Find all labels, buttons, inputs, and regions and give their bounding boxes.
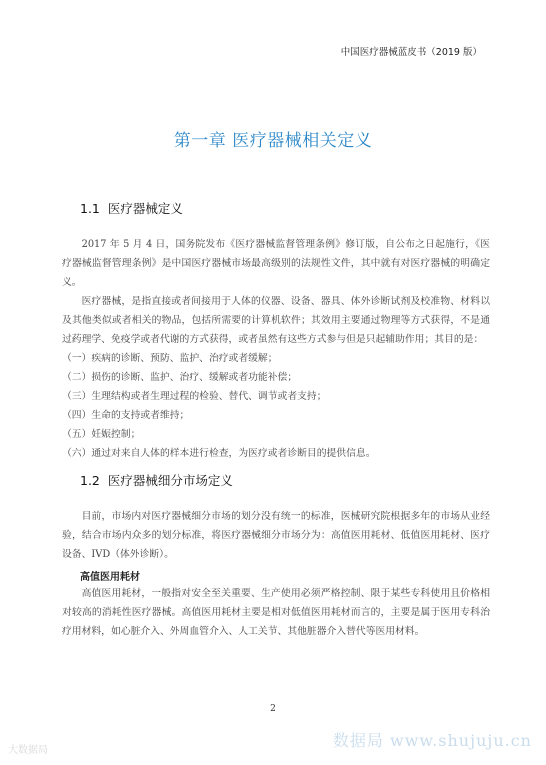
paragraph-regulation: 2017 年 5 月 4 日，国务院发布《医疗器械监督管理条例》修订版，自公布之日起施行，《医疗器械监督管理条例》是中国医疗器械市场最高级别的法规性文件，其中就有对医疗器械的明确定义。 bbox=[62, 239, 490, 288]
paragraph-market-segments: 目前，市场内对医疗器械细分市场的划分没有统一的标准，医械研究院根据多年的市场从业经验，结合市场内众多的划分标准，将医疗器械细分市场分为：高值医用耗材、低值医用耗材、医疗设备、IVD（体外诊断）。 bbox=[62, 511, 490, 560]
paragraph-high-value-consumables: 高值医用耗材，一般指对安全至关重要、生产使用必须严格控制、限于某些专科使用且价格相对较高的消耗性医疗器械。高值医用耗材主要是相对低值医用耗材而言的，主要是属于医用专科治疗用材料，如心脏介入、外周血管介入、人工关节、其他脏器介入替代等医用材料。 bbox=[62, 588, 490, 637]
subsection-heading: 高值医用耗材 bbox=[80, 572, 140, 583]
section-heading-1-1 bbox=[80, 199, 183, 217]
list-item: （五）妊娠控制； bbox=[62, 429, 141, 440]
paragraph-definition: 医疗器械，是指直接或者间接用于人体的仪器、设备、器具、体外诊断试剂及校准物、材料以及其他类似或者相关的物品，包括所需要的计算机软件；其效用主要通过物理等方式获得，不是通过药理学、免疫学或者代谢的方式获得，或者虽然有这些方式参与但是只起辅助作用；其目的是： bbox=[62, 296, 490, 345]
watermark-right: 数据局 www.shujuju.cn bbox=[332, 731, 532, 750]
list-item: （三）生理结构或者生理过程的检验、替代、调节或者支持； bbox=[62, 391, 327, 402]
section-title: 医疗器械细分市场定义 bbox=[107, 473, 233, 488]
section-heading-1-2 bbox=[80, 471, 233, 489]
section-number: 1.1 bbox=[80, 201, 100, 216]
purpose-list bbox=[62, 349, 490, 463]
chapter-title: 第一章 医疗器械相关定义 bbox=[173, 131, 373, 151]
section-number: 1.2 bbox=[80, 473, 100, 488]
running-header: 中国医疗器械蓝皮书（2019 版） bbox=[340, 47, 482, 58]
watermark-left: 大数据局 bbox=[8, 745, 48, 756]
list-item: （六）通过对来自人体的样本进行检查，为医疗或者诊断目的提供信息。 bbox=[62, 448, 376, 459]
list-item: （一）疾病的诊断、预防、监护、治疗或者缓解； bbox=[62, 353, 278, 364]
list-item: （二）损伤的诊断、监护、治疗、缓解或者功能补偿； bbox=[62, 372, 298, 383]
page-number: 2 bbox=[270, 704, 276, 714]
list-item: （四）生命的支持或者维持； bbox=[62, 410, 190, 421]
section-title: 医疗器械定义 bbox=[107, 201, 183, 216]
